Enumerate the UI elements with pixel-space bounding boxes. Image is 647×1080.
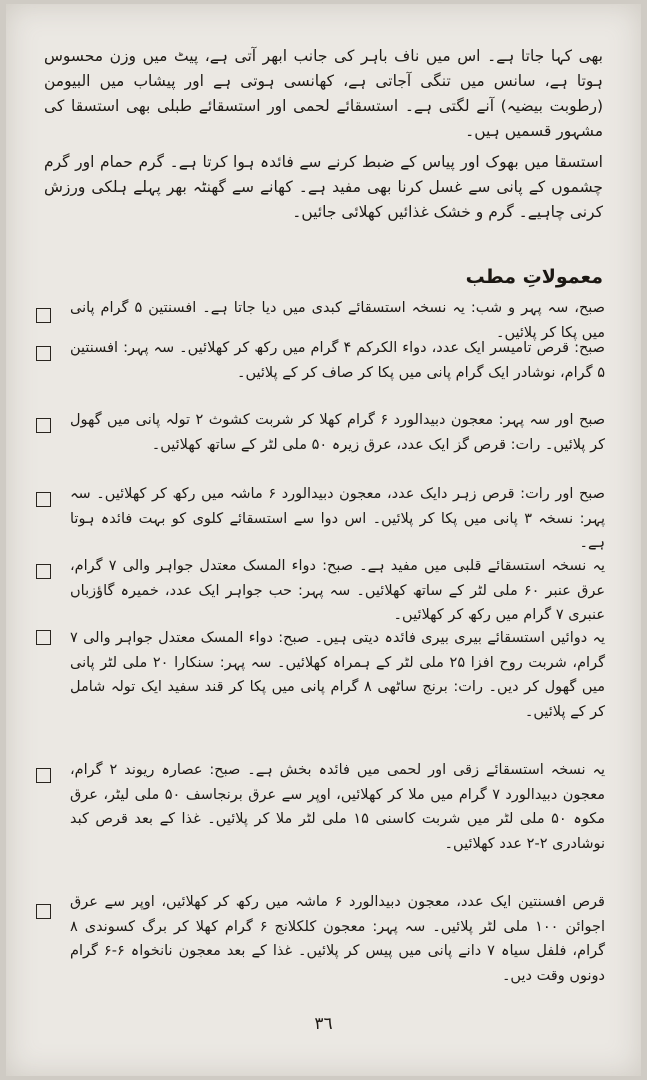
list-item (70, 336, 605, 385)
entry-text: صبح، سہ پہر و شب: یہ نسخہ استسقائے کبدی میں دیا جاتا ہے۔ افسنتین ۵ گرام پانی میں پکا کر پلائیں۔ (70, 300, 605, 341)
intro-text (44, 44, 603, 231)
page-number: ٣٦ (314, 1014, 333, 1034)
entry-text: یہ دوائیں استسقائے بیری بیری فائدہ دیتی ہیں۔ صبح: دواء المسک معتدل جواہر والی ۷ گرام، شربت روح افزا ۲۵ ملی لٹر کے ہمراہ کھلائیں۔ سہ پہر: سنکارا ۲۰ ملی لٹر پانی میں گھول کر دیں۔ رات: برنج ساٹھی ۸ گرام پانی میں پکا کر قند سفید ایک تولہ شامل کر کے پلائیں۔ (70, 630, 606, 720)
checkbox[interactable] (36, 492, 51, 507)
entry-text: صبح: قرص تامیسر ایک عدد، دواء الکرکم ۴ گرام میں رکھ کر کھلائیں۔ سہ پہر: افسنتین ۵ گرام، نوشادر ایک گرام پانی میں پکا کر صاف کر کے پلائیں۔ (70, 340, 605, 381)
checkbox[interactable] (36, 564, 51, 579)
checkbox[interactable] (36, 904, 51, 919)
checkbox[interactable] (36, 308, 51, 323)
checkbox[interactable] (36, 346, 51, 361)
entry-text: یہ نسخہ استسقائے قلبی میں مفید ہے۔ صبح: دواء المسک معتدل جواہر والی ۷ گرام، عرق عنبر ۶۰ ملی لٹر کے ساتھ کھلائیں۔ سہ پہر: حب جواہر ایک عدد، خمیرہ گاؤزباں عنبری ۷ گرام میں رکھ کر کھلائیں۔ (70, 558, 605, 623)
checkbox[interactable] (36, 630, 51, 645)
list-item (70, 758, 605, 856)
document-page (6, 4, 641, 1076)
entry-text: صبح اور سہ پہر: معجون دبیدالورد ۶ گرام کھلا کر شربت کشوث ۲ تولہ پانی میں گھول کر پلائیں۔ رات: قرص گز ایک عدد، عرق زیرہ ۵۰ ملی لٹر کے ساتھ کھلائیں۔ (70, 412, 606, 453)
entry-text: قرص افسنتین ایک عدد، معجون دبیدالورد ۶ ماشہ میں رکھ کر کھلائیں، اوپر سے عرق اجوائن ۱۰۰ ملی لٹر پلائیں۔ سہ پہر: معجون کلکلانج ۶ گرام کھلا کر برگ کسوندی ۸ گرام، فلفل سیاہ ۷ دانے پانی میں پیس کر پلائیں۔ غذا کے بعد معجون نانخواہ ۶-۶ گرام دونوں وقت دیں۔ (70, 894, 606, 984)
entry-text: صبح اور رات: قرص زہر دایک عدد، معجون دبیدالورد ۶ ماشہ میں رکھ کر کھلائیں۔ سہ پہر: نسخہ ۳ پانی میں پکا کر پلائیں۔ اس دوا سے استسقائے کلوی کو بہت فائدہ ہوتا ہے۔ (70, 486, 605, 551)
section-heading: معمولاتِ مطب (465, 266, 603, 288)
intro-paragraph: بھی کہا جاتا ہے۔ اس میں ناف باہر کی جانب ابھر آتی ہے، پیٹ میں وزن محسوس ہوتا ہے، سانس میں تنگی آجاتی ہے، کھانسی ہوتی ہے اور پیشاب میں البیومن (رطوبت بیضیہ) آنے لگتی ہے۔ استسقائے لحمی اور استسقائے طبلی بھی استسقا کی مشہور قسمیں ہیں۔ (44, 47, 603, 140)
list-item (70, 626, 605, 724)
list-item (70, 408, 605, 457)
list-item (70, 482, 605, 556)
intro-paragraph: استسقا میں بھوک اور پیاس کے ضبط کرنے سے فائدہ ہوا کرتا ہے۔ گرم حمام اور گرم چشموں کے پانی سے غسل کرنا بھی مفید ہے۔ کھانے سے گھنٹہ بھر پہلے ہلکی ورزش کرنی چاہیے۔ گرم و خشک غذائیں کھلائی جائیں۔ (44, 153, 603, 221)
list-item (70, 554, 605, 628)
list-item (70, 890, 605, 988)
entry-text: یہ نسخہ استسقائے زقی اور لحمی میں فائدہ بخش ہے۔ صبح: عصارہ ریوند ۲ گرام، معجون دبیدالورد ۷ گرام میں ملا کر کھلائیں، اوپر سے عرق برنجاسف ۵۰ ملی لیٹر، عرق مکوہ ۵۰ ملی لٹر میں شربت کاسنی ۱۵ ملی لٹر ملا کر پلائیں۔ غذا کے بعد قرص کبد نوشادری ۲-۲ عدد کھلائیں۔ (70, 762, 606, 852)
checkbox[interactable] (36, 418, 51, 433)
checkbox[interactable] (36, 768, 51, 783)
